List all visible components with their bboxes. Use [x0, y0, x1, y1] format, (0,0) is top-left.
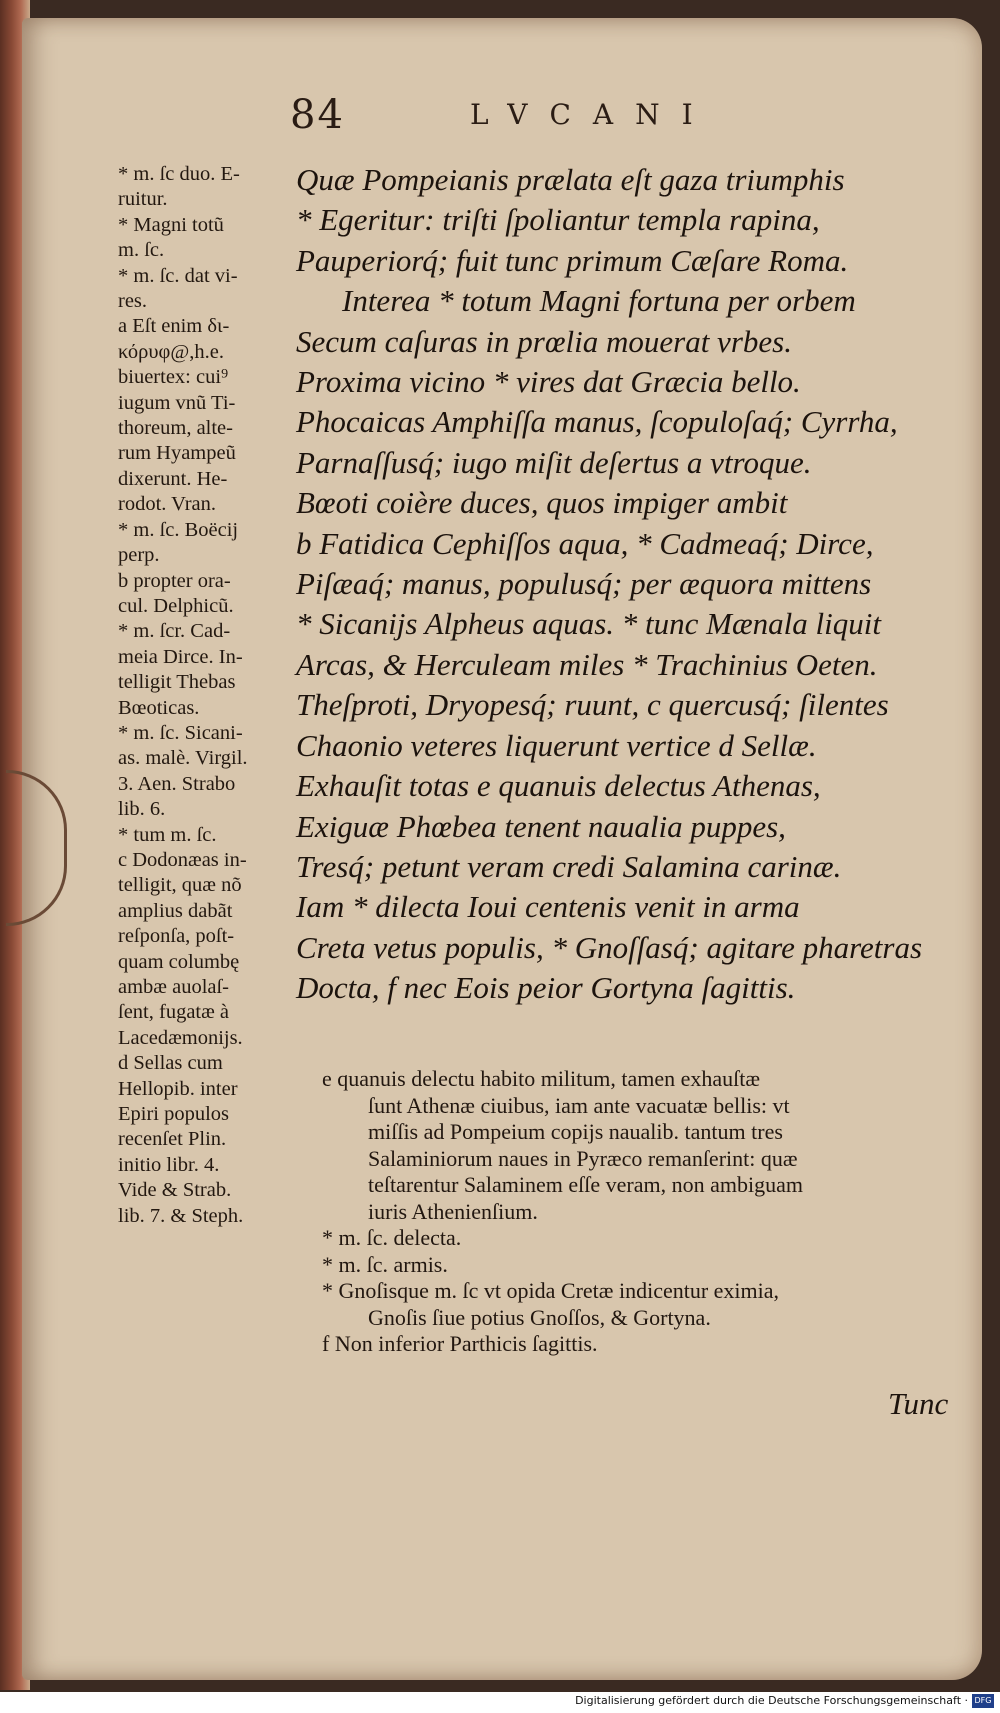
verse-line: Bœoti coière duces, quos impiger ambit	[296, 485, 788, 521]
margin-note-line: telligit Thebas	[118, 671, 236, 694]
verse-line: Iam * dilecta Ioui centenis venit in arma	[296, 889, 800, 925]
verse-line: Secum caſuras in prœlia mouerat vrbes.	[296, 323, 792, 359]
verse-line: Chaonio veteres liquerunt vertice d Sellæ.	[296, 727, 817, 763]
running-head	[290, 92, 930, 138]
margin-note-line: reſponſa, poſt-	[118, 925, 235, 948]
margin-note-line: cul. Delphicũ.	[118, 594, 234, 617]
margin-note-line: * m. ſcr. Cad-	[118, 620, 231, 643]
footnotes	[322, 1066, 952, 1358]
margin-note-line: initio libr. 4.	[118, 1153, 220, 1176]
margin-note-line: quam columbę	[118, 950, 240, 973]
verse-line: Pauperiorq́; fuit tunc primum Cæſare Roma.	[296, 242, 849, 278]
margin-note-line: * Magni totũ	[118, 213, 224, 236]
verse-line: Exhauſit totas e quanuis delectus Athenas,	[296, 768, 821, 804]
running-title: LVCANI	[470, 98, 715, 131]
footnote-line: Salaminiorum naues in Pyræco remanſerint: quæ	[368, 1145, 798, 1171]
margin-note-line: b propter ora-	[118, 569, 231, 592]
footnote-line: miſſis ad Pompeium copijs naualib. tantum tres	[368, 1119, 783, 1144]
margin-note-line: lib. 7. & Steph.	[118, 1204, 244, 1227]
margin-note-line: Epiri populos	[118, 1103, 230, 1126]
margin-note-line: rum Hyampeũ	[118, 442, 236, 465]
footnote-line: f Non inferior Parthicis ſagittis.	[322, 1331, 598, 1356]
verse-line: * Sicanijs Alpheus aquas. * tunc Mænala liquit	[296, 606, 881, 642]
margin-note-line: * m. ſc. dat vi-	[118, 264, 238, 287]
verse-line: Proxima vicino * vires dat Græcia bello.	[296, 364, 801, 400]
verse-line: Creta vetus populis, * Gnoſſasq́; agitare pharetras	[296, 929, 923, 965]
verse-line: Docta, f nec Eois peior Gortyna ſagittis.	[296, 970, 796, 1006]
footnote-line: Gnoſis ſiue potius Gnoſſos, & Gortyna.	[368, 1304, 711, 1330]
margin-note-line: recenſet Plin.	[118, 1128, 227, 1151]
footnote-line: * Gnoſisque m. ſc vt opida Cretæ indicentur eximia,	[322, 1278, 780, 1303]
margin-note-line: as. malè. Virgil.	[118, 747, 248, 770]
verse-line: Piſæaq́; manus, populusq́; per æquora mittens	[296, 566, 872, 602]
verse-line: Phocaicas Amphiſſa manus, ſcopuloſaq́; Cyrrha,	[296, 404, 898, 440]
footnote-line: e quanuis delectu habito militum, tamen exhauſtæ	[322, 1066, 761, 1091]
margin-note-line: a Eſt enim δι-	[118, 315, 230, 338]
margin-note-line: Vide & Strab.	[118, 1179, 232, 1202]
margin-note-line: 3. Aen. Strabo	[118, 772, 236, 795]
dfg-logo-icon: DFG	[972, 1694, 994, 1708]
margin-note-line: biuertex: cui⁹	[118, 366, 229, 389]
margin-note-line: meia Dirce. In-	[118, 645, 243, 668]
catchword: Tunc	[888, 1386, 949, 1421]
verse-text	[296, 160, 968, 1009]
margin-note-line: ſent, fugatæ à	[118, 1001, 230, 1024]
verse-line: Tresq́; petunt veram credi Salamina carinæ.	[296, 848, 842, 884]
margin-note-line: telligit, quæ nõ	[118, 874, 242, 897]
margin-note-line: lib. 6.	[118, 798, 166, 821]
margin-notes	[118, 162, 293, 1229]
margin-note-line: amplius dabãt	[118, 899, 233, 922]
page-number: 84	[290, 92, 345, 138]
verse-line: * Egeritur: triſti ſpoliantur templa rapina,	[296, 202, 820, 238]
verse-line: Quæ Pompeianis prælata eſt gaza triumphis	[296, 162, 845, 197]
verse-line: Theſproti, Dryopesq́; ruunt, c quercusq́; ſilentes	[296, 687, 889, 723]
footnote-line: iuris Athenienſium.	[368, 1198, 538, 1224]
margin-note-line: m. ſc.	[118, 239, 165, 262]
verse-line: Parnaſſusq́; iugo miſit deſertus a vtroque.	[296, 444, 812, 480]
footnote-line: ſunt Athenæ ciuibus, iam ante vacuatæ bellis: vt	[368, 1092, 790, 1118]
margin-note-line: ruitur.	[118, 188, 168, 211]
margin-note-line: κόρυφ@,h.e.	[118, 340, 224, 363]
margin-note-line: perp.	[118, 544, 160, 567]
margin-note-line: c Dodonæas in-	[118, 848, 247, 871]
margin-note-line: ambæ auolaſ-	[118, 976, 230, 998]
footnote-line: * m. ſc. delecta.	[322, 1225, 462, 1250]
margin-note-line: rodot. Vran.	[118, 493, 217, 516]
margin-note-line: Hellopib. inter	[118, 1077, 238, 1100]
verse-line: b Fatidica Cephiſſos aqua, * Cadmeaq́; Dirce,	[296, 525, 874, 561]
margin-note-line: * tum m. ſc.	[118, 823, 217, 846]
verse-line: Exiguæ Phœbea tenent naualia puppes,	[296, 808, 786, 844]
verse-line: Interea * totum Magni fortuna per orbem	[342, 283, 856, 319]
margin-note-line: * m. ſc. Sicani-	[118, 721, 243, 744]
verse-line: Arcas, & Herculeam miles * Trachinius Oeten.	[296, 646, 878, 682]
margin-note-line: Bœoticas.	[118, 696, 200, 719]
margin-note-line: res.	[118, 290, 148, 313]
margin-note-line: iugum vnũ Ti-	[118, 391, 236, 414]
margin-note-line: thoreum, alte-	[118, 417, 233, 440]
margin-note-line: d Sellas cum	[118, 1052, 223, 1075]
margin-note-line: * m. ſc duo. E-	[118, 163, 240, 185]
margin-note-line: * m. ſc. Boëcij	[118, 518, 239, 541]
funding-notice: Digitalisierung gefördert durch die Deutsche Forschungsgemeinschaft ·	[575, 1694, 968, 1707]
margin-note-line: Lacedæmonijs.	[118, 1026, 243, 1049]
footnote-line: teſtarentur Salaminem eſſe veram, non ambiguam	[368, 1172, 803, 1197]
margin-note-line: dixerunt. He-	[118, 467, 228, 490]
footnote-line: * m. ſc. armis.	[322, 1251, 448, 1277]
